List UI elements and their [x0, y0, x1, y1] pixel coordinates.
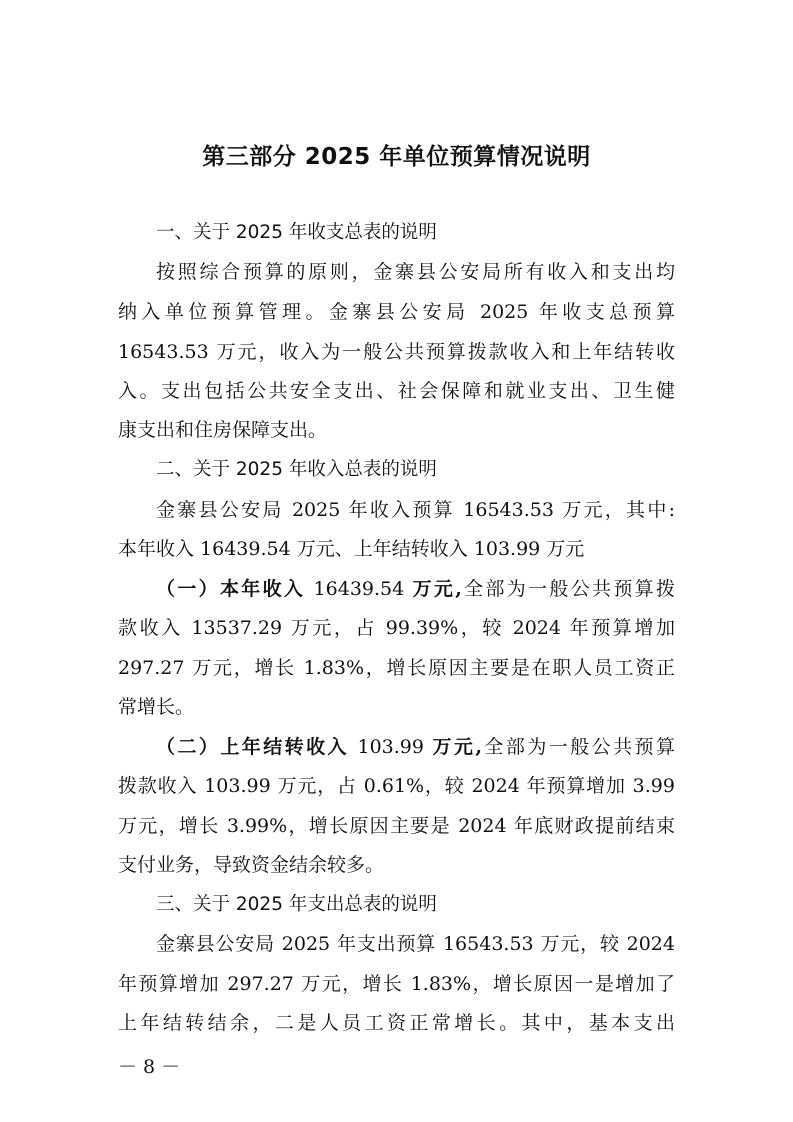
page-number: － 8 －: [118, 1056, 181, 1078]
subsection-1-unit: 万元,: [412, 578, 462, 600]
subsection-2-unit: 万元,: [432, 736, 482, 758]
section-heading-2: 二、关于 2025 年收入总表的说明: [156, 459, 437, 480]
paragraph-line: 万元，增长 3.99%，增长原因主要是 2024 年底财政提前结束: [118, 815, 675, 837]
paragraph-line: 本年收入 16439.54 万元、上年结转收入 103.99 万元: [118, 538, 585, 560]
page-title: 第三部分 2025 年单位预算情况说明: [202, 144, 591, 170]
subsection-2-text: 全部为一般公共预算: [481, 736, 675, 758]
paragraph-line: 拨款收入 103.99 万元，占 0.61%，较 2024 年预算增加 3.99: [118, 775, 675, 797]
paragraph-line: 按照综合预算的原则，金寨县公安局所有收入和支出均: [156, 261, 675, 283]
subsection-1-line: [156, 575, 675, 603]
paragraph-line: 常增长。: [118, 696, 195, 718]
paragraph-line: 金寨县公安局 2025 年支出预算 16543.53 万元，较 2024: [156, 933, 675, 955]
subsection-1-label: （一）本年收入: [156, 578, 306, 600]
subsection-1-text: 全部为一般公共预算拨: [461, 578, 675, 600]
paragraph-line: 款收入 13537.29 万元，占 99.39%，较 2024 年预算增加: [118, 617, 675, 639]
paragraph-line: 康支出和住房保障支出。: [118, 419, 328, 441]
section-heading-3: 三、关于 2025 年支出总表的说明: [156, 894, 437, 915]
paragraph-line: 纳入单位预算管理。金寨县公安局 2025 年收支总预算: [118, 301, 675, 323]
paragraph-line: 16543.53 万元，收入为一般公共预算拨款收入和上年结转收: [118, 341, 675, 363]
paragraph-line: 年预算增加 297.27 万元，增长 1.83%，增长原因一是增加了: [118, 973, 675, 995]
paragraph-line: 上年结转结余，二是人员工资正常增长。其中，基本支出: [118, 1012, 675, 1034]
section-heading-1: 一、关于 2025 年收支总表的说明: [156, 222, 437, 243]
paragraph-line: 支付业务，导致资金结余较多。: [118, 854, 385, 876]
subsection-2-label: （二）上年结转收入: [156, 736, 350, 758]
paragraph-line: 入。支出包括公共安全支出、社会保障和就业支出、卫生健: [118, 380, 675, 402]
subsection-2-amount: 103.99: [349, 736, 433, 758]
subsection-2-line: [156, 733, 675, 761]
paragraph-line: 金寨县公安局 2025 年收入预算 16543.53 万元，其中:: [156, 499, 675, 521]
subsection-1-amount: 16439.54: [305, 578, 413, 600]
paragraph-line: 297.27 万元，增长 1.83%，增长原因主要是在职人员工资正: [118, 657, 675, 679]
